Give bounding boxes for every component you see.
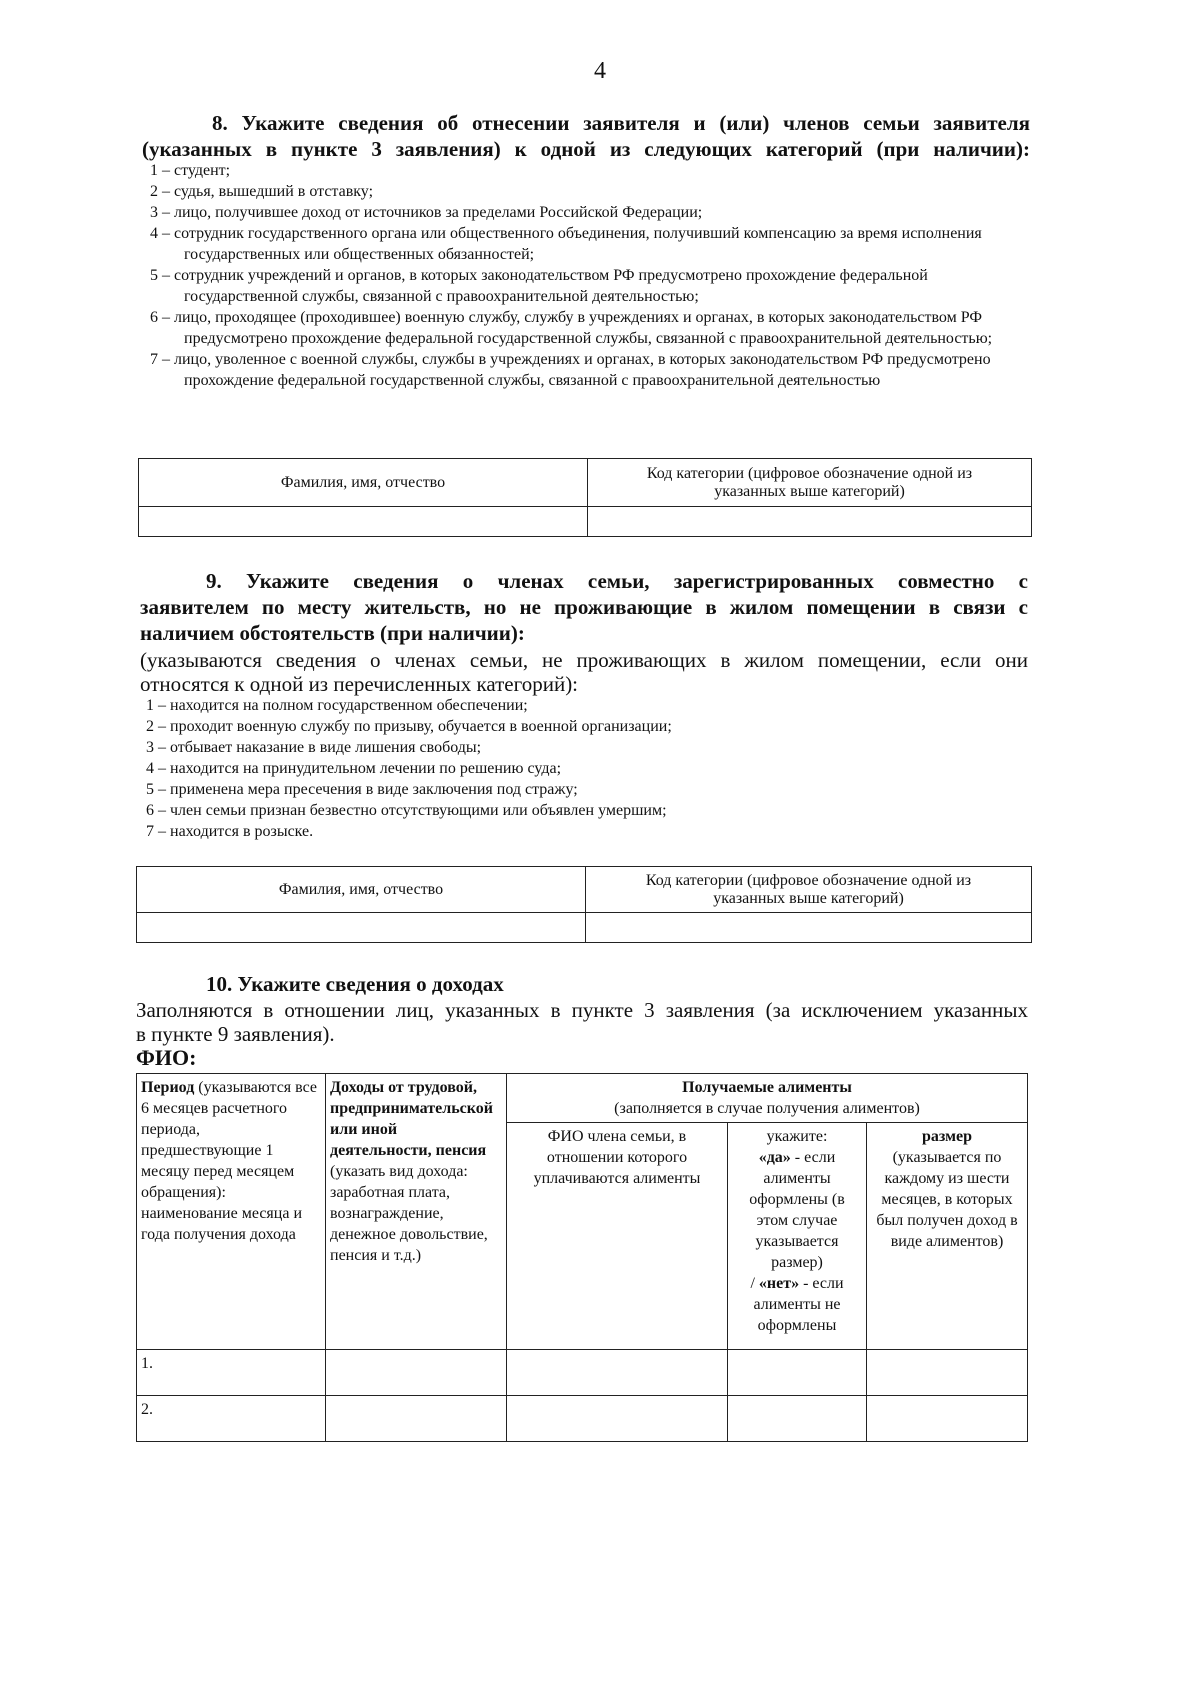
list-item: 7 – лицо, уволенное с военной службы, службы в учреждениях и органах, в которых законодательством РФ предусмотрено прохождение федеральной государственной службы, связанной с правоохранительной деятельностью [150, 351, 991, 389]
period-header [137, 1074, 326, 1350]
size-text: (указывается по каждому из шести месяцев, в которых был получен доход в виде алиментов) [876, 1149, 1018, 1250]
row-number: 1. [137, 1350, 326, 1396]
alimony-header [507, 1074, 1028, 1123]
fio-label: ФИО: [136, 1045, 197, 1070]
size-label: размер [922, 1128, 972, 1145]
alimony-indicate-cell[interactable] [728, 1396, 867, 1442]
income-header [326, 1074, 507, 1350]
section9-note-line1: (указываются сведения о членах семьи, не проживающих в жилом помещении, если они [140, 648, 1028, 672]
section9-heading-line1: 9. Укажите сведения о членах семьи, зарегистрированных совместно с [206, 569, 1028, 593]
section8-col-fio-header: Фамилия, имя, отчество [139, 459, 588, 507]
indicate-text: - если алименты не оформлены [753, 1275, 844, 1334]
list-item: 6 – лицо, проходящее (проходившее) военную службу, службу в учреждениях и органах, в которых законодательством РФ предусмотрено прохождение федеральной государственной службы, связанной с правоохранительной деятельностью; [150, 309, 993, 347]
list-item: 2 – судья, вышедший в отставку; [150, 183, 374, 200]
header-line: Код категории (цифровое обозначение одной из [645, 871, 972, 889]
section9-note-line2: относятся к одной из перечисленных категорий): [140, 672, 579, 696]
list-item: 5 – применена мера пресечения в виде заключения под стражу; [146, 781, 578, 798]
alimony-fio-cell[interactable] [507, 1396, 728, 1442]
section10-note-line1: Заполняются в отношении лиц, указанных в пункте 3 заявления (за исключением указанных [136, 998, 1028, 1022]
alimony-indicate-cell[interactable] [728, 1350, 867, 1396]
alimony-size-cell[interactable] [867, 1396, 1028, 1442]
list-item: 4 – находится на принудительном лечении по решению суда; [146, 760, 562, 777]
alimony-title: Получаемые алименты [682, 1079, 852, 1096]
row-number: 2. [137, 1396, 326, 1442]
section8-col-code-header [588, 459, 1032, 507]
list-item: 5 – сотрудник учреждений и органов, в которых законодательством РФ предусмотрено прохождение федеральной государственной службы, связанной с правоохранительной деятельностью; [150, 267, 928, 305]
alimony-subtitle: (заполняется в случае получения алиментов) [614, 1100, 920, 1117]
section9-col-fio-header: Фамилия, имя, отчество [137, 867, 586, 913]
list-item: 1 – студент; [150, 162, 231, 179]
income-cell[interactable] [326, 1350, 507, 1396]
indicate-text: / [750, 1275, 759, 1292]
list-item: 4 – сотрудник государственного органа или общественного объединения, получивший компенсацию за время исполнения государственных или общественных обязанностей; [150, 225, 982, 263]
list-item: 2 – проходит военную службу по призыву, обучается в военной организации; [146, 718, 672, 735]
header-line: указанных выше категорий) [714, 482, 905, 500]
yes-label: «да» [758, 1149, 791, 1166]
section9-code-cell[interactable] [586, 913, 1032, 943]
list-item: 6 – член семьи признан безвестно отсутствующими или объявлен умершим; [146, 802, 667, 819]
alimony-size-header [867, 1123, 1028, 1350]
section9-table [136, 866, 1032, 943]
section8-heading-line1: 8. Укажите сведения об отнесении заявителя и (или) членов семьи заявителя [212, 111, 1030, 135]
page-number: 4 [594, 58, 606, 84]
alimony-indicate-header [728, 1123, 867, 1350]
no-label: «нет» [758, 1275, 800, 1292]
period-header-text: (указываются все 6 месяцев расчетного периода, предшествующие 1 месяцу перед месяцем обращения): наименование месяца и года получения дохода [141, 1079, 318, 1243]
section9-heading-line2: заявителем по месту жительств, но не проживающие в жилом помещении в связи с [140, 595, 1028, 619]
section9-category-list [146, 695, 1016, 842]
alimony-size-cell[interactable] [867, 1350, 1028, 1396]
header-line: указанных выше категорий) [713, 889, 904, 907]
section10-note-line2: в пункте 9 заявления). [136, 1022, 335, 1046]
list-item: 7 – находится в розыске. [146, 823, 314, 840]
section9-heading-line3: наличием обстоятельств (при наличии): [140, 621, 525, 645]
section8-category-list [150, 160, 1020, 391]
income-table [136, 1073, 1028, 1442]
indicate-text: - если алименты оформлены (в этом случае указывается размер) [749, 1149, 845, 1271]
indicate-text: укажите: [766, 1128, 828, 1145]
income-header-bold: Доходы от трудовой, предпринимательской или иной деятельности, пенсия [330, 1079, 493, 1159]
header-line: Код категории (цифровое обозначение одной из [646, 464, 973, 482]
alimony-fio-cell[interactable] [507, 1350, 728, 1396]
period-header-bold: Период [141, 1079, 195, 1096]
list-item: 3 – отбывает наказание в виде лишения свободы; [146, 739, 482, 756]
section9-fio-cell[interactable] [137, 913, 586, 943]
section10-heading: 10. Укажите сведения о доходах [206, 972, 504, 996]
section9-col-code-header [586, 867, 1032, 913]
section8-code-cell[interactable] [588, 507, 1032, 537]
list-item: 1 – находится на полном государственном обеспечении; [146, 697, 528, 714]
section8-heading-line2: (указанных в пункте 3 заявления) к одной из следующих категорий (при наличии): [142, 137, 1030, 161]
section8-fio-cell[interactable] [139, 507, 588, 537]
section8-table [138, 458, 1032, 537]
list-item: 3 – лицо, получившее доход от источников за пределами Российской Федерации; [150, 204, 703, 221]
income-header-text: (указать вид дохода: заработная плата, вознаграждение, денежное довольствие, пенсия и т.д.) [330, 1163, 488, 1264]
alimony-fio-header: ФИО члена семьи, в отношении которого уплачиваются алименты [507, 1123, 728, 1350]
income-cell[interactable] [326, 1396, 507, 1442]
